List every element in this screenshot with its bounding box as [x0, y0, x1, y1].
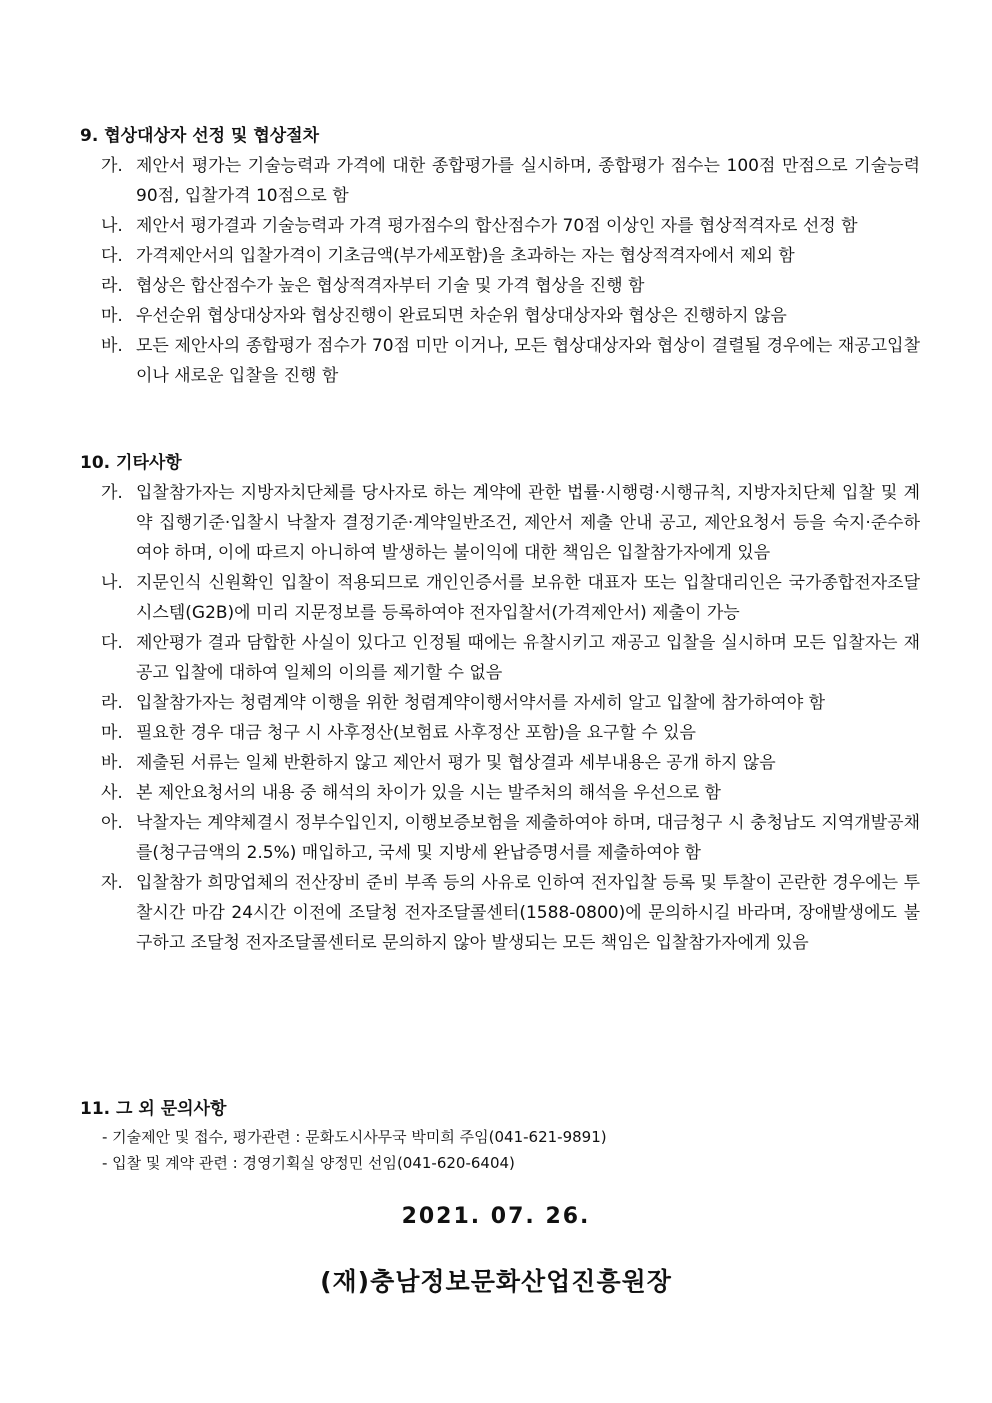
list-item	[80, 478, 920, 568]
item-text: 협상은 합산점수가 높은 협상적격자부터 기술 및 가격 협상을 진행 함	[136, 276, 645, 296]
list-item	[80, 301, 920, 331]
document-date: 2021. 07. 26.	[401, 1204, 591, 1229]
item-marker: 가.	[101, 156, 123, 176]
item-text: 입찰참가자는 지방자치단체를 당사자로 하는 계약에 관한 법률·시행령·시행규칙, 지방자치단체 입찰 및 계약 집행기준·입찰시 낙찰자 결정기준·계약일반조건, 제안서 제출 안내 공고, 제안요청서 등을 숙지·준수하여야 하며, 이에 따르지 아니하여 발생하는 불이익에 대한 책임은 입찰참가자에게 있음	[136, 483, 920, 563]
item-marker: 라.	[101, 693, 123, 713]
section-heading: 11. 그 외 문의사항	[80, 1099, 227, 1119]
item-text: 지문인식 신원확인 입찰이 적용되므로 개인인증서를 보유한 대표자 또는 입찰대리인은 국가종합전자조달시스템(G2B)에 미리 지문정보를 등록하여야 전자입찰서(가격제안서) 제출이 가능	[136, 573, 920, 623]
item-text: 우선순위 협상대상자와 협상진행이 완료되면 차순위 협상대상자와 협상은 진행하지 않음	[136, 306, 787, 326]
item-marker: 바.	[101, 753, 123, 773]
section-heading: 9. 협상대상자 선정 및 협상절차	[80, 126, 320, 146]
list-item	[80, 331, 920, 391]
issuer-name: (재)충남정보문화산업진흥원장	[320, 1267, 672, 1296]
item-marker: 사.	[101, 783, 123, 803]
contact-line: - 기술제안 및 접수, 평가관련 : 문화도시사무국 박미희 주임(041-621-9891)	[102, 1128, 607, 1146]
list-item	[80, 628, 920, 688]
item-text: 제출된 서류는 일체 반환하지 않고 제안서 평가 및 협상결과 세부내용은 공개 하지 않음	[136, 753, 776, 773]
list-item	[80, 151, 920, 211]
item-text: 입찰참가 희망업체의 전산장비 준비 부족 등의 사유로 인하여 전자입찰 등록 및 투찰이 곤란한 경우에는 투찰시간 마감 24시간 이전에 조달청 전자조달콜센터(1588-0800)에 문의하시길 바라며, 장애발생에도 불구하고 조달청 전자조달콜센터로 문의하지 않아 발생되는 모든 책임은 입찰참가자에게 있음	[136, 873, 920, 953]
list-item	[80, 718, 920, 748]
item-marker: 나.	[101, 573, 123, 593]
item-text: 낙찰자는 계약체결시 정부수입인지, 이행보증보험을 제출하여야 하며, 대금청구 시 충청남도 지역개발공채를(청구금액의 2.5%) 매입하고, 국세 및 지방세 완납증명서를 제출하여야 함	[136, 813, 920, 863]
section-items	[80, 478, 920, 958]
item-text: 필요한 경우 대금 청구 시 사후정산(보험료 사후정산 포함)을 요구할 수 있음	[136, 723, 696, 743]
section-heading: 10. 기타사항	[80, 453, 182, 473]
contact-line: - 입찰 및 계약 관련 : 경영기획실 양정민 선임(041-620-6404)	[102, 1154, 515, 1172]
list-item	[80, 808, 920, 868]
item-marker: 가.	[101, 483, 123, 503]
list-item	[80, 211, 920, 241]
item-marker: 나.	[101, 216, 123, 236]
item-marker: 마.	[101, 306, 123, 326]
section-inquiries	[80, 1094, 920, 1176]
item-marker: 다.	[101, 633, 123, 653]
section-items	[80, 151, 920, 391]
item-marker: 자.	[101, 873, 123, 893]
item-marker: 마.	[101, 723, 123, 743]
section-negotiation-procedure	[80, 121, 920, 391]
list-item	[80, 748, 920, 778]
list-item	[80, 688, 920, 718]
item-text: 가격제안서의 입찰가격이 기초금액(부가세포함)을 초과하는 자는 협상적격자에서 제외 함	[136, 246, 795, 266]
item-marker: 라.	[101, 276, 123, 296]
item-text: 제안평가 결과 담합한 사실이 있다고 인정될 때에는 유찰시키고 재공고 입찰을 실시하며 모든 입찰자는 재공고 입찰에 대하여 일체의 이의를 제기할 수 없음	[136, 633, 920, 683]
section-other-matters	[80, 448, 920, 958]
item-text: 입찰참가자는 청렴계약 이행을 위한 청렴계약이행서약서를 자세히 알고 입찰에 참가하여야 함	[136, 693, 826, 713]
list-item	[80, 868, 920, 958]
item-text: 모든 제안사의 종합평가 점수가 70점 미만 이거나, 모든 협상대상자와 협상이 결렬될 경우에는 재공고입찰이나 새로운 입찰을 진행 함	[136, 336, 920, 386]
item-text: 본 제안요청서의 내용 중 해석의 차이가 있을 시는 발주처의 해석을 우선으로 함	[136, 783, 721, 803]
list-item	[80, 241, 920, 271]
item-text: 제안서 평가는 기술능력과 가격에 대한 종합평가를 실시하며, 종합평가 점수는 100점 만점으로 기술능력 90점, 입찰가격 10점으로 함	[136, 156, 920, 206]
list-item	[80, 568, 920, 628]
list-item	[80, 778, 920, 808]
item-marker: 다.	[101, 246, 123, 266]
item-text: 제안서 평가결과 기술능력과 가격 평가점수의 합산점수가 70점 이상인 자를 협상적격자로 선정 함	[136, 216, 858, 236]
item-marker: 바.	[101, 336, 123, 356]
list-item	[80, 271, 920, 301]
item-marker: 아.	[101, 813, 123, 833]
